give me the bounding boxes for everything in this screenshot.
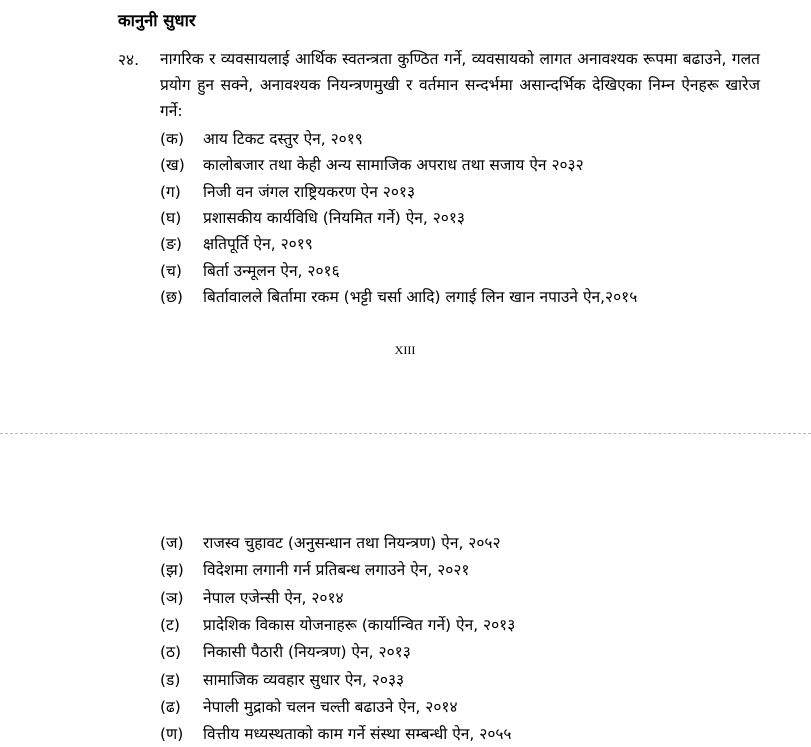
list-item-text: सामाजिक व्यवहार सुधार ऐन, २०३३ [203, 670, 405, 689]
list-item-marker: (च) [160, 261, 182, 280]
section-heading: कानुनी सुधार [118, 11, 196, 30]
list-item-text: क्षतिपूर्ति ऐन, २०१९ [203, 235, 313, 254]
list-item-text: राजस्व चुहावट (अनुसन्धान तथा नियन्त्रण) ऐन, २०५२ [203, 534, 501, 552]
list-item-text: प्रशासकीय कार्यविधि (नियमित गर्ने) ऐन, २०१३ [203, 208, 465, 227]
list-item-marker: (ज) [160, 534, 184, 552]
list-item-text: प्रादेशिक विकास योजनाहरू (कार्यान्वित गर्ने) ऐन, २०१३ [203, 615, 516, 634]
list-item-marker: (ण) [160, 725, 184, 744]
list-item-text: आय टिकट दस्तुर ऐन, २०१९ [203, 130, 363, 148]
list-item-marker: (ङ) [160, 235, 182, 254]
document-page-lower [0, 434, 811, 745]
paragraph-number: २४. [118, 51, 140, 69]
list-item-marker: (घ) [160, 208, 182, 227]
list-item-marker: (ट) [160, 615, 180, 634]
list-item-text: कालोबजार तथा केही अन्य सामाजिक अपराध तथा सजाय ऐन २०३२ [203, 156, 584, 175]
list-item-marker: (छ) [160, 287, 183, 306]
list-item-text: नेपाली मुद्राको चलन चल्ती बढाउने ऐन, २०१४ [203, 697, 458, 716]
list-item-marker: (ठ) [160, 643, 182, 662]
list-item-marker: (क) [160, 130, 184, 148]
list-item-marker: (ख) [160, 156, 185, 175]
list-item-text: नेपाल एजेन्सी ऐन, २०१४ [203, 588, 344, 607]
list-item-marker: (ढ) [160, 697, 181, 716]
list-item-marker: (झ) [160, 561, 184, 580]
page-number: XIII [394, 343, 416, 357]
list-item-marker: (ञ) [160, 588, 184, 607]
list-item-marker: (ड) [160, 670, 181, 689]
list-item-text: विदेशमा लगानी गर्न प्रतिबन्ध लगाउने ऐन, २०२१ [203, 561, 470, 580]
list-item-marker: (ग) [160, 182, 181, 201]
list-item-text: बिर्ता उन्मूलन ऐन, २०१६ [203, 261, 340, 280]
list-item-text: बिर्तावालले बिर्तामा रकम (भट्टी चर्सा आदि) लगाई लिन खान नपाउने ऐन,२०१५ [203, 287, 638, 306]
list-item-text: वित्तीय मध्यस्थताको काम गर्ने संस्था सम्बन्धी ऐन, २०५५ [203, 725, 512, 744]
list-item-text: निजी वन जंगल राष्ट्रियकरण ऐन २०१३ [203, 182, 415, 201]
list-item-text: निकासी पैठारी (नियन्त्रण) ऐन, २०१३ [203, 643, 411, 662]
paragraph-text: नागरिक र व्यवसायलाई आर्थिक स्वतन्त्रता कुण्ठित गर्ने, व्यवसायको लागत अनावश्यक रूपमा बढाउने, गलत प्रयोग हुन सक्ने, अनावश्यक नियन्त्रणमुखी र वर्तमान सन्दर्भमा असान्दर्भिक देखिएका निम्न ऐनहरू खारेज गर्ने: [160, 50, 760, 120]
